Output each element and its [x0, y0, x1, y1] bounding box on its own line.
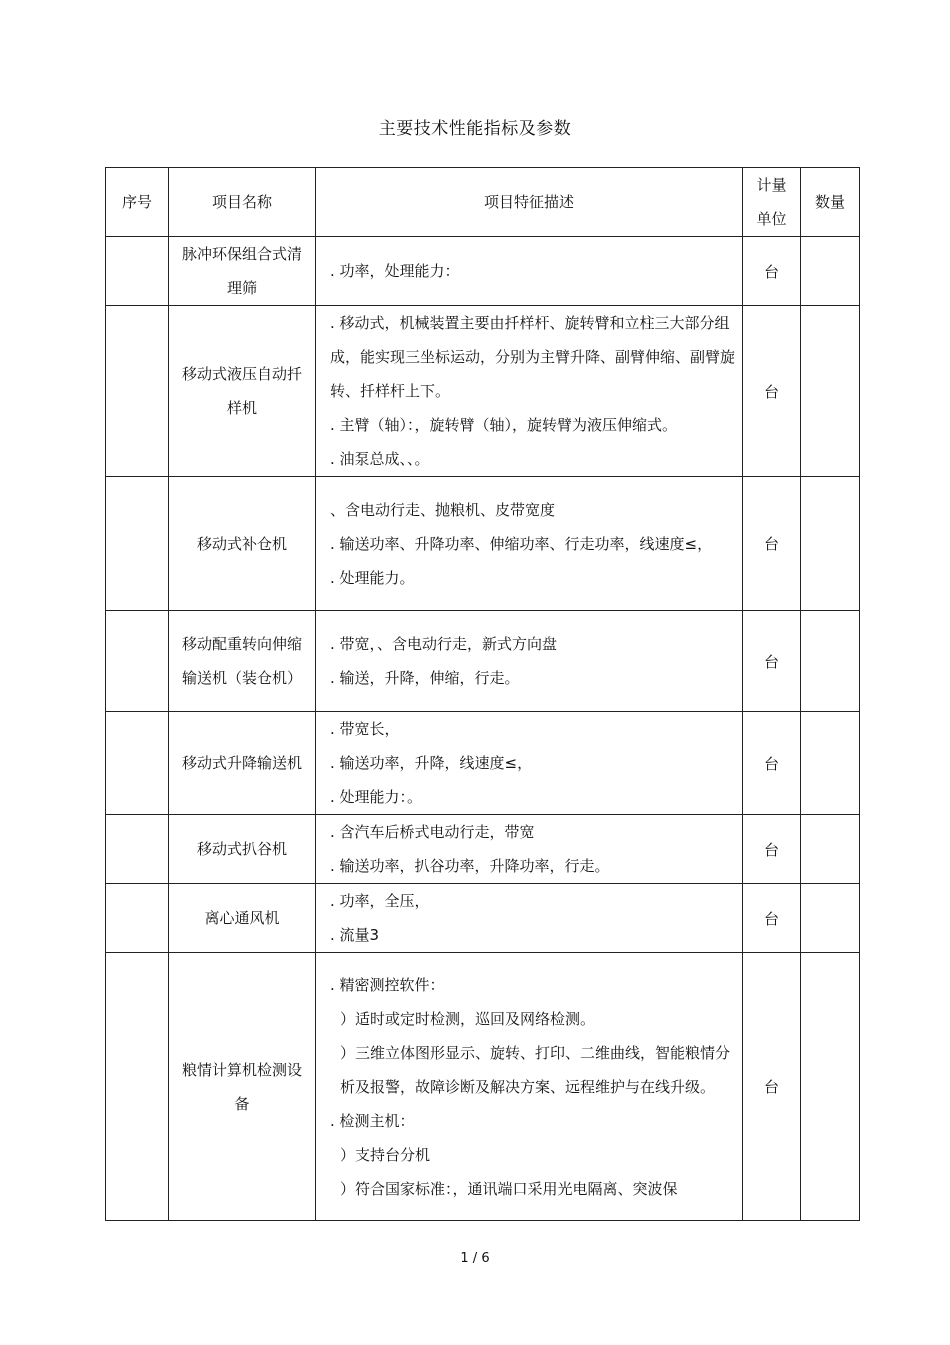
- description-line: . 含汽车后桥式电动行走，带宽: [330, 823, 535, 841]
- quantity-cell: [801, 712, 860, 815]
- description-line: . 输送功率，扒谷功率，升降功率，行走。: [330, 857, 610, 875]
- header-index: 序号: [106, 168, 169, 237]
- row-index: [106, 815, 169, 884]
- description-line: 、含电动行走、抛粮机、皮带宽度: [330, 500, 556, 519]
- item-name: 移动式液压自动扦样机: [169, 306, 316, 477]
- header-qty: 数量: [801, 168, 860, 237]
- item-name: 脉冲环保组合式清理筛: [169, 237, 316, 306]
- quantity-cell: [801, 306, 860, 477]
- quantity-cell: [801, 611, 860, 712]
- row-index: [106, 884, 169, 953]
- page-number: 1 / 6: [460, 1251, 490, 1266]
- row-index: [106, 953, 169, 1221]
- unit-cell: 台: [743, 953, 801, 1221]
- table-row: [106, 611, 860, 712]
- item-description: [316, 477, 743, 611]
- unit-cell: 台: [743, 884, 801, 953]
- unit-cell: 台: [743, 237, 801, 306]
- description-line: . 功率，全压，: [330, 892, 430, 910]
- item-name: 移动配重转向伸缩输送机（装仓机）: [169, 611, 316, 712]
- description-line: . 主臂（轴）：，旋转臂（轴），旋转臂为液压伸缩式。: [330, 416, 678, 434]
- item-description: [316, 953, 743, 1221]
- table-row: [106, 306, 860, 477]
- table-row: [106, 237, 860, 306]
- unit-cell: 台: [743, 477, 801, 611]
- description-line: ）三维立体图形显示、旋转、打印、二维曲线，智能粮情分析及报警，故障诊断及解决方案、远程维护与在线升级。: [340, 1043, 731, 1096]
- row-index: [106, 712, 169, 815]
- item-name: 粮情计算机检测设备: [169, 953, 316, 1221]
- row-index: [106, 237, 169, 306]
- quantity-cell: [801, 477, 860, 611]
- unit-cell: 台: [743, 306, 801, 477]
- description-line: ）适时或定时检测，巡回及网络检测。: [340, 1009, 596, 1028]
- item-name: 移动式扒谷机: [169, 815, 316, 884]
- item-description: [316, 237, 743, 306]
- description-line: . 输送功率，升降，线速度≤，: [330, 754, 533, 772]
- row-index: [106, 306, 169, 477]
- description-line: ）支持台分机: [340, 1145, 431, 1164]
- row-index: [106, 477, 169, 611]
- spec-table: [105, 167, 860, 1221]
- description-line: . 输送功率、升降功率、伸缩功率、行走功率，线速度≤，: [330, 534, 713, 553]
- description-line: . 输送，升降，伸缩，行走。: [330, 669, 520, 687]
- table-row: [106, 815, 860, 884]
- row-index: [106, 611, 169, 712]
- header-desc: 项目特征描述: [316, 168, 743, 237]
- table-row: [106, 712, 860, 815]
- description-line: ）符合国家标准：，通讯端口采用光电隔离、突波保: [340, 1179, 678, 1198]
- page-title: 主要技术性能指标及参数: [378, 119, 572, 139]
- item-name: 移动式升降输送机: [169, 712, 316, 815]
- item-name: 移动式补仓机: [169, 477, 316, 611]
- description-line: . 功率，处理能力：: [330, 262, 460, 280]
- unit-cell: 台: [743, 712, 801, 815]
- item-name: 离心通风机: [169, 884, 316, 953]
- table-row: [106, 477, 860, 611]
- quantity-cell: [801, 237, 860, 306]
- item-description: [316, 306, 743, 477]
- description-line: . 油泵总成、、。: [330, 450, 430, 468]
- description-line: . 处理能力：。: [330, 788, 423, 806]
- table-row: [106, 884, 860, 953]
- header-row: [106, 168, 860, 237]
- item-description: [316, 815, 743, 884]
- quantity-cell: [801, 953, 860, 1221]
- table-row: [106, 953, 860, 1221]
- description-line: . 处理能力。: [330, 568, 415, 587]
- item-description: [316, 611, 743, 712]
- header-name: 项目名称: [169, 168, 316, 237]
- item-description: [316, 712, 743, 815]
- item-description: [316, 884, 743, 953]
- description-line: . 检测主机：: [330, 1111, 415, 1130]
- quantity-cell: [801, 884, 860, 953]
- unit-cell: 台: [743, 611, 801, 712]
- description-line: . 移动式，机械装置主要由扦样杆、旋转臂和立柱三大部分组成，能实现三坐标运动，分别为主臂升降、副臂伸缩、副臂旋转、扦样杆上下。: [330, 314, 736, 400]
- header-unit: 计量单位: [743, 168, 801, 237]
- description-line: . 精密测控软件：: [330, 975, 445, 994]
- description-line: . 带宽长，: [330, 720, 400, 738]
- quantity-cell: [801, 815, 860, 884]
- unit-cell: 台: [743, 815, 801, 884]
- description-line: . 带宽，、含电动行走，新式方向盘: [330, 635, 558, 653]
- description-line: . 流量3: [330, 926, 380, 944]
